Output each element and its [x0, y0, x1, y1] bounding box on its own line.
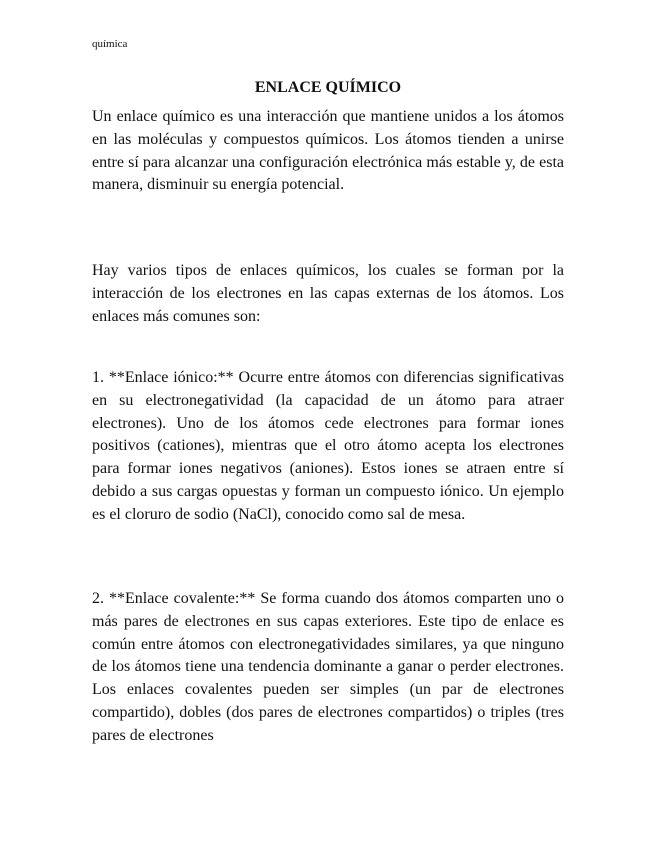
paragraph-ionic-bond: 1. **Enlace iónico:** Ocurre entre átomos con diferencias significativas en su electronegatividad (la capacidad de un átomo para atraer electrones). Uno de los átomos cede electrones para formar iones positivos (cationes), mientras que el otro átomo acepta los electrones para formar iones negativos (aniones). Estos iones se atraen entre sí debido a sus cargas opuestas y forman un compuesto iónico. Un ejemplo es el cloruro de sodio (NaCl), conocido como sal de mesa.: [92, 369, 564, 523]
paragraph-types: Hay varios tipos de enlaces químicos, los cuales se forman por la interacción de los electrones en las capas externas de los átomos. Los enlaces más comunes son:: [92, 262, 564, 325]
paragraph-covalent-bond: 2. **Enlace covalente:** Se forma cuando dos átomos comparten uno o más pares de electrones en sus capas exteriores. Este tipo de enlace es común entre átomos con electronegatividades similares, ya que ninguno de los átomos tiene una tendencia dominante a ganar o perder electrones. Los enlaces covalentes pueden ser simples (un par de electrones compartido), dobles (dos pares de electrones compartidos) o triples (tres pares de electrones: [92, 590, 564, 744]
paragraph-intro: Un enlace químico es una interacción que mantiene unidos a los átomos en las moléculas y compuestos químicos. Los átomos tienden a unirse entre sí para alcanzar una configuración electrónica más estable y, de esta manera, disminuir su energía potencial.: [92, 108, 564, 194]
running-header: química: [92, 38, 128, 50]
page-title: ENLACE QUÍMICO: [254, 79, 402, 96]
